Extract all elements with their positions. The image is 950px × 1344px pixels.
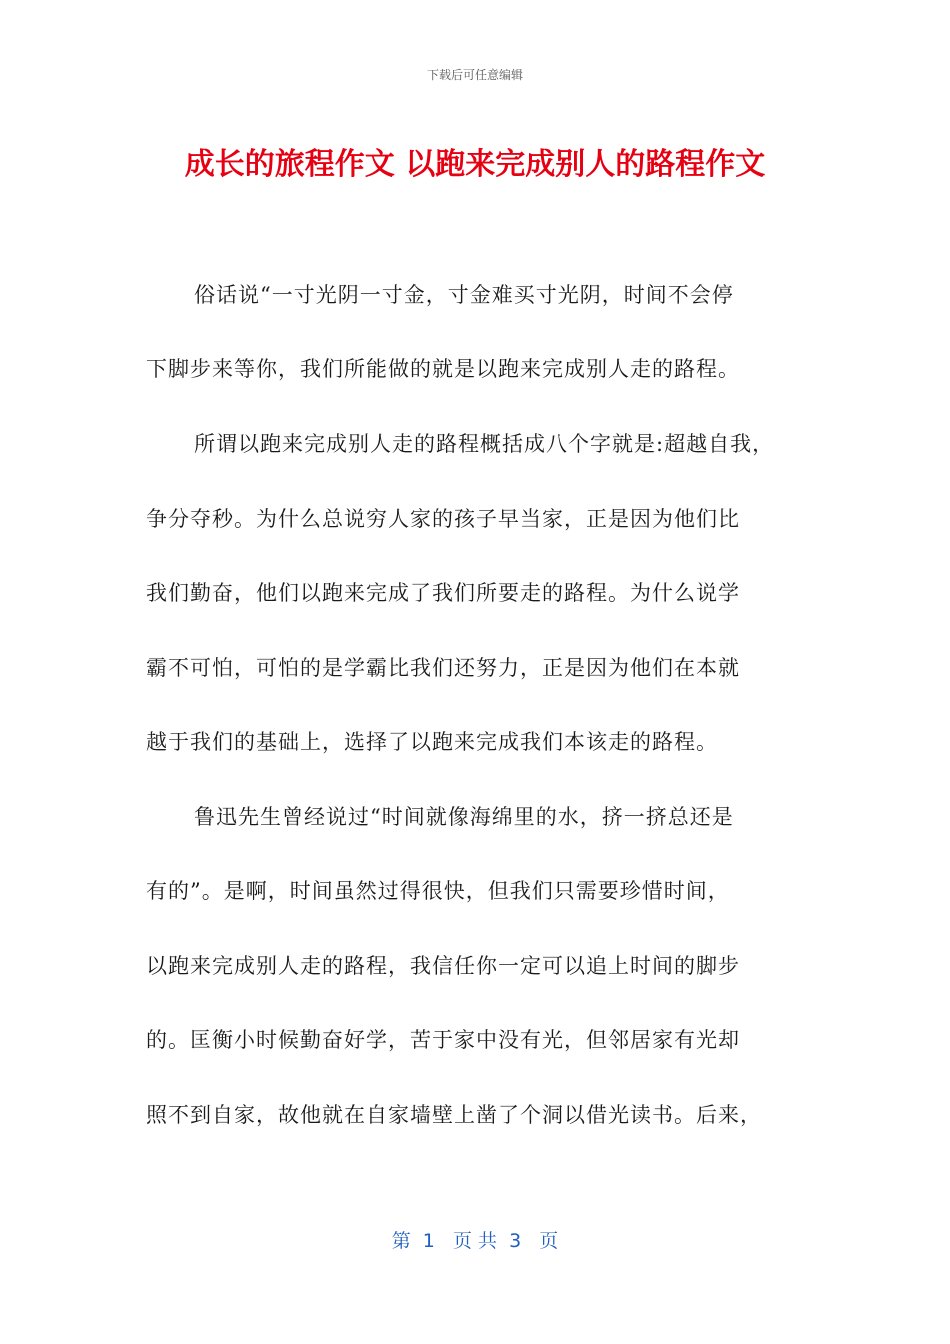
- body-line-11: 的。匡衡小时候勤奋好学，苦于家中没有光，但邻居家有光却: [146, 1028, 740, 1052]
- body-line-9: 有的”。是啊，时间虽然过得很快，但我们只需要珍惜时间，: [146, 879, 730, 903]
- body-line-4: 争分夺秒。为什么总说穷人家的孩子早当家，正是因为他们比: [146, 507, 740, 531]
- body-line-3: 所谓以跑来完成别人走的路程概括成八个字就是:超越自我，: [194, 432, 775, 456]
- body-line-1: 俗话说“一寸光阴一寸金，寸金难买寸光阴，时间不会停: [194, 283, 734, 307]
- body-line-12: 照不到自家，故他就在自家墙壁上凿了个洞以借光读书。后来，: [146, 1103, 762, 1127]
- document-title: 成长的旅程作文 以跑来完成别人的路程作文: [184, 147, 766, 182]
- body-line-6: 霸不可怕，可怕的是学霸比我们还努力，正是因为他们在本就: [146, 656, 740, 680]
- page-number-footer: 第 1 页 共 3 页: [391, 1230, 559, 1252]
- body-line-2: 下脚步来等你，我们所能做的就是以跑来完成别人走的路程。: [146, 357, 740, 381]
- header-note: 下载后可任意编辑: [426, 68, 523, 82]
- body-line-8: 鲁迅先生曾经说过“时间就像海绵里的水，挤一挤总还是: [194, 805, 734, 829]
- body-line-5: 我们勤奋，他们以跑来完成了我们所要走的路程。为什么说学: [146, 581, 740, 605]
- body-line-7: 越于我们的基础上，选择了以跑来完成我们本该走的路程。: [146, 730, 718, 754]
- body-line-10: 以跑来完成别人走的路程，我信任你一定可以追上时间的脚步: [146, 954, 740, 978]
